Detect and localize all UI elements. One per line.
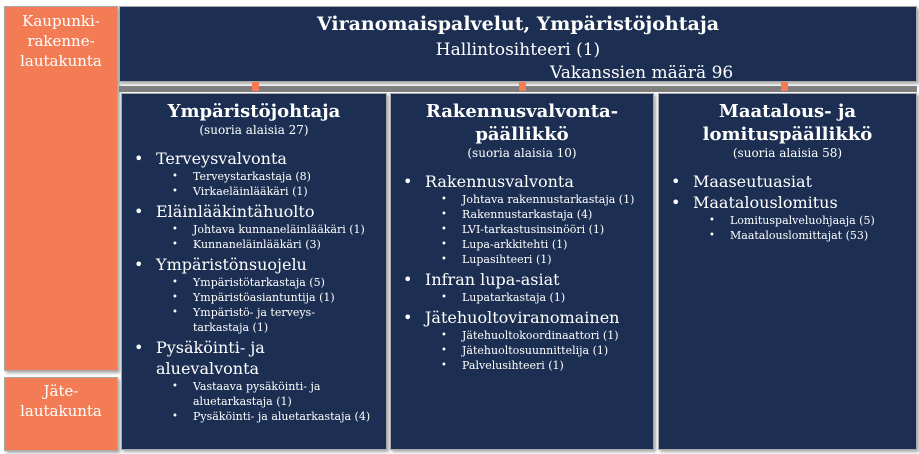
- direct-reports-count: (suoria alaisia 10): [467, 146, 577, 160]
- position-list: [425, 290, 653, 305]
- function-label: • Maaseutuasiat: [693, 172, 813, 191]
- function-item: [403, 269, 653, 305]
- board-line: Jäte-: [43, 382, 79, 400]
- function-item: [403, 307, 653, 373]
- department-title: Viranomaispalvelut, Ympäristöjohtaja: [316, 13, 719, 35]
- function-label: • Jätehuoltoviranomainen: [425, 308, 620, 327]
- position-item: [172, 290, 386, 305]
- function-label: • Rakennusvalvonta: [425, 172, 574, 191]
- position-label: • Ympäristötarkastaja (5): [193, 276, 325, 289]
- position-label: • Johtava kunnaneläinlääkäri (1): [193, 223, 365, 236]
- connector-marker: [252, 82, 259, 91]
- position-item: [441, 192, 653, 207]
- position-list: [425, 328, 653, 373]
- position-item: [709, 228, 916, 243]
- position-label: • LVI-tarkastusinsinööri (1): [462, 223, 605, 236]
- position-label: • Ympäristöasiantuntija (1): [193, 291, 335, 304]
- position-label: • Lomituspalveluohjaaja (5): [730, 214, 875, 227]
- position-label: • Kunnaneläinlääkäri (3): [193, 238, 321, 251]
- unit-column-ymparistojohtaja: [121, 93, 387, 450]
- function-label: • Ympäristönsuojelu: [156, 255, 307, 274]
- secretary-label: Hallintosihteeri (1): [435, 40, 601, 60]
- position-item: [172, 169, 386, 184]
- position-label: aluetarkastaja (1): [193, 395, 292, 408]
- unit-title-line: päällikkö: [475, 124, 569, 145]
- unit-title: [391, 100, 653, 146]
- function-item: [134, 254, 386, 335]
- unit-title-line: lomituspäällikkö: [702, 124, 873, 145]
- position-item: [441, 290, 653, 305]
- position-label: • Lupasihteeri (1): [462, 253, 552, 266]
- unit-column-rakennusvalvonta: [390, 93, 654, 450]
- unit-title: [122, 100, 386, 123]
- position-label: • Rakennustarkastaja (4): [462, 208, 593, 221]
- position-label: • Jätehuoltokoordinaattori (1): [462, 329, 619, 342]
- position-item: [172, 237, 386, 252]
- unit-column-maatalous: [658, 93, 917, 450]
- unit-title-line: Rakennusvalvonta-: [425, 101, 619, 122]
- position-label: • Jätehuoltosuunnittelija (1): [462, 344, 609, 357]
- direct-reports-count: (suoria alaisia 27): [199, 123, 309, 137]
- position-label: tarkastaja (1): [193, 321, 269, 334]
- position-item: [172, 379, 386, 409]
- position-item: [441, 207, 653, 222]
- board-line: lautakunta: [20, 402, 102, 420]
- position-item: [441, 343, 653, 358]
- position-item: [172, 222, 386, 237]
- function-label: • Terveysvalvonta: [156, 149, 287, 168]
- position-item: [172, 275, 386, 290]
- function-list: [391, 171, 653, 373]
- position-item: [172, 184, 386, 199]
- board-kaupunkirakennelautakunta: [4, 6, 118, 371]
- position-label: • Ympäristö- ja terveys-: [193, 306, 315, 319]
- board-line: rakenne-: [27, 32, 95, 50]
- position-list: [425, 192, 653, 267]
- function-list: [659, 171, 916, 243]
- function-item: [671, 192, 916, 243]
- position-list: [156, 169, 386, 199]
- position-list: [693, 213, 916, 243]
- function-label: • Pysäköinti- ja: [156, 338, 265, 357]
- board-jatelautakunta: [4, 377, 118, 451]
- function-label: aluevalvonta: [156, 359, 260, 378]
- position-label: • Vastaava pysäköinti- ja: [193, 380, 321, 393]
- direct-reports-count: (suoria alaisia 58): [732, 146, 843, 160]
- unit-title-line: Ympäristöjohtaja: [167, 101, 341, 122]
- position-item: [709, 213, 916, 228]
- unit-title: [659, 100, 916, 146]
- position-label: • Virkaeläinlääkäri (1): [193, 185, 308, 198]
- position-item: [172, 409, 386, 424]
- function-list: [122, 148, 386, 424]
- function-item: [134, 201, 386, 252]
- position-item: [441, 237, 653, 252]
- function-item: [403, 171, 653, 267]
- connector-marker: [781, 82, 788, 91]
- position-label: • Palvelusihteeri (1): [462, 359, 564, 372]
- position-item: [441, 222, 653, 237]
- position-label: • Terveystarkastaja (8): [193, 170, 311, 183]
- position-item: [172, 305, 386, 335]
- position-label: • Lupa-arkkitehti (1): [462, 238, 568, 251]
- position-list: [156, 379, 386, 424]
- board-line: lautakunta: [20, 52, 102, 70]
- position-label: • Johtava rakennustarkastaja (1): [462, 193, 635, 206]
- position-label: • Maatalouslomittajat (53): [730, 229, 869, 242]
- vacancy-count: Vakanssien määrä 96: [550, 63, 734, 83]
- position-item: [441, 252, 653, 267]
- function-item: [671, 171, 916, 192]
- position-item: [441, 328, 653, 343]
- position-list: [156, 222, 386, 252]
- position-label: • Pysäköinti- ja aluetarkastaja (4): [193, 410, 371, 423]
- position-item: [441, 358, 653, 373]
- board-line: Kaupunki-: [22, 12, 100, 30]
- function-label: • Eläinlääkintähuolto: [156, 202, 315, 221]
- position-label: • Lupatarkastaja (1): [462, 291, 566, 304]
- function-item: [134, 337, 386, 424]
- position-list: [156, 275, 386, 335]
- connector-bar: [119, 86, 917, 92]
- connector-marker: [519, 82, 526, 91]
- function-label: • Infran lupa-asiat: [425, 270, 560, 289]
- function-label: • Maatalouslomitus: [693, 193, 838, 212]
- function-item: [134, 148, 386, 199]
- department-header-box: [119, 6, 917, 82]
- unit-title-line: Maatalous- ja: [718, 101, 857, 122]
